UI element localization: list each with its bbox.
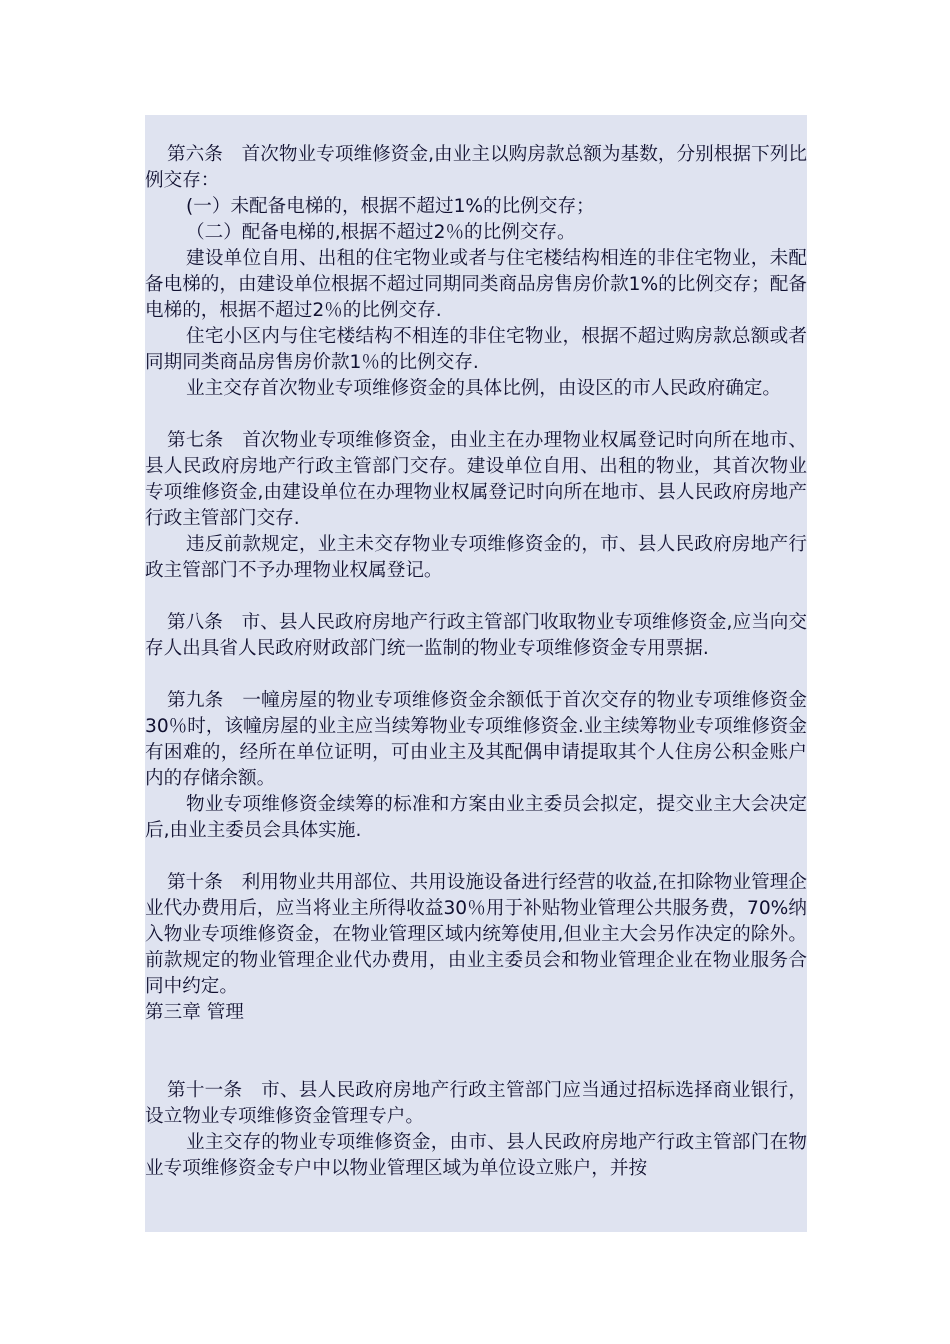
article-8-paragraph: 第八条 市、县人民政府房地产行政主管部门收取物业专项维修资金,应当向交存人出具省人民政府财政部门统一监制的物业专项维修资金专用票据. bbox=[145, 612, 807, 659]
article-6-developer-paragraph: 建设单位自用、出租的住宅物业或者与住宅楼结构相连的非住宅物业，未配备电梯的，由建设单位根据不超过同期同类商品房售房价款1%的比例交存；配备电梯的，根据不超过2％的比例交存. bbox=[145, 248, 807, 321]
document-page bbox=[145, 115, 807, 1232]
article-11-account-paragraph: 业主交存的物业专项维修资金，由市、县人民政府房地产行政主管部门在物业专项维修资金专户中以物业管理区域为单位设立账户，并按 bbox=[145, 1132, 807, 1179]
article-6-item-2: （二）配备电梯的,根据不超过2％的比例交存。 bbox=[186, 222, 576, 243]
article-7-violation-paragraph: 违反前款规定，业主未交存物业专项维修资金的，市、县人民政府房地产行政主管部门不予办理物业权属登记。 bbox=[145, 534, 807, 581]
document-body bbox=[145, 142, 807, 1182]
article-6-non-residential-paragraph: 住宅小区内与住宅楼结构不相连的非住宅物业，根据不超过购房款总额或者同期同类商品房售房价款1％的比例交存. bbox=[145, 326, 807, 373]
article-6-ratio-paragraph: 业主交存首次物业专项维修资金的具体比例，由设区的市人民政府确定。 bbox=[186, 378, 782, 399]
article-11-paragraph: 第十一条 市、县人民政府房地产行政主管部门应当通过招标选择商业银行，设立物业专项维修资金管理专户。 bbox=[145, 1080, 807, 1127]
article-10-paragraph: 第十条 利用物业共用部位、共用设施设备进行经营的收益,在扣除物业管理企业代办费用后，应当将业主所得收益30％用于补贴物业管理公共服务费，70%纳入物业专项维修资金，在物业管理区域内统筹使用,但业主大会另作决定的除外。前款规定的物业管理企业代办费用，由业主委员会和物业管理企业在物业服务合同中约定。 bbox=[145, 872, 807, 997]
article-6-paragraph: 第六条 首次物业专项维修资金,由业主以购房款总额为基数，分别根据下列比例交存： bbox=[145, 144, 807, 191]
chapter-3-heading: 第三章 管理 bbox=[145, 1002, 244, 1023]
article-6-item-1: (一）未配备电梯的，根据不超过1%的比例交存； bbox=[186, 196, 595, 217]
article-7-paragraph: 第七条 首次物业专项维修资金，由业主在办理物业权属登记时向所在地市、县人民政府房地产行政主管部门交存。建设单位自用、出租的物业，其首次物业专项维修资金,由建设单位在办理物业权属登记时向所在地市、县人民政府房地产行政主管部门交存. bbox=[145, 430, 807, 529]
article-9-paragraph: 第九条 一幢房屋的物业专项维修资金余额低于首次交存的物业专项维修资金30％时，该幢房屋的业主应当续筹物业专项维修资金.业主续筹物业专项维修资金有困难的，经所在单位证明，可由业主及其配偶申请提取其个人住房公积金账户内的存储余额。 bbox=[145, 690, 807, 789]
article-9-standard-paragraph: 物业专项维修资金续筹的标准和方案由业主委员会拟定，提交业主大会决定后,由业主委员会具体实施. bbox=[145, 794, 807, 841]
